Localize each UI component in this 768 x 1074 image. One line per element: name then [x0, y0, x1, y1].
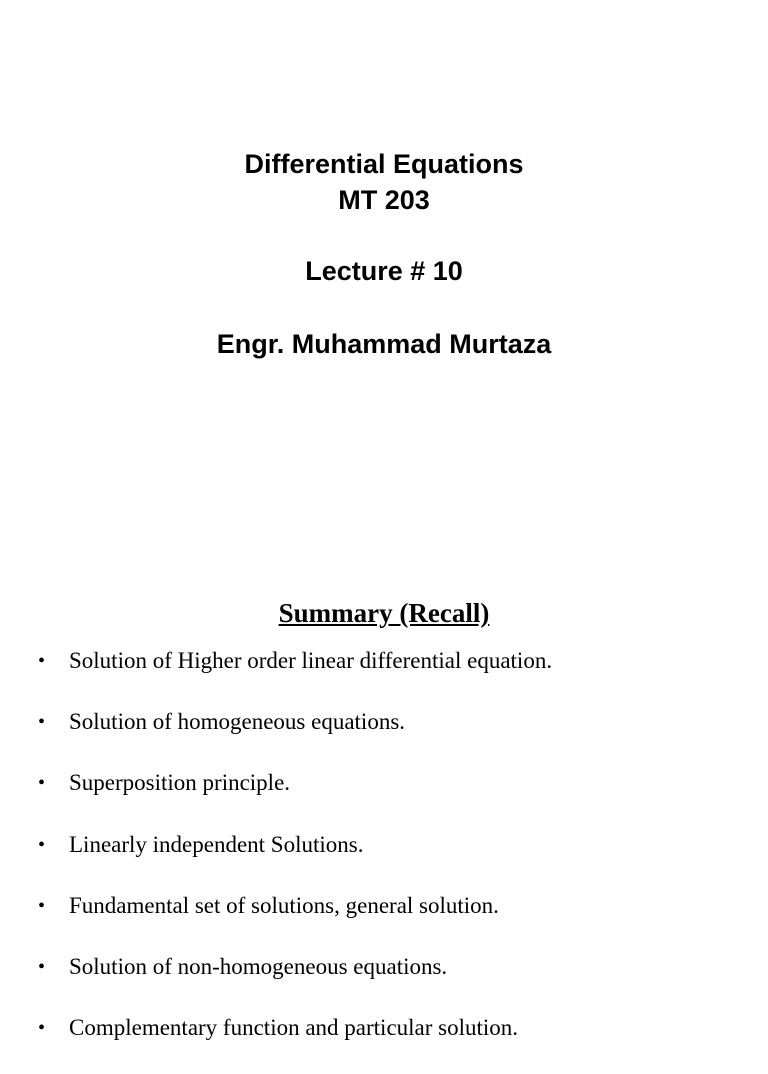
bullet-icon: • — [38, 650, 46, 672]
list-item — [0, 768, 768, 829]
summary-heading: Summary (Recall) — [278, 598, 490, 628]
bullet-icon: • — [38, 711, 46, 734]
list-item-text: Complementary function and particular solution. — [69, 1015, 519, 1041]
list-item — [0, 1013, 768, 1074]
list-item — [0, 830, 768, 891]
list-item-text: Solution of homogeneous equations. — [69, 709, 406, 735]
bullet-icon: • — [38, 833, 46, 856]
course-title: Differential Equations — [244, 149, 524, 179]
course-code: MT 203 — [338, 185, 430, 215]
lecture-number: Lecture # 10 — [305, 256, 463, 286]
list-item-text: Superposition principle. — [69, 770, 291, 796]
list-item-text: Linearly independent Solutions. — [69, 831, 364, 857]
list-item-text: Solution of Higher order linear differential equation. — [69, 648, 553, 673]
bullet-icon: • — [38, 955, 46, 978]
list-item-text: Fundamental set of solutions, general solution. — [69, 892, 499, 918]
list-item — [0, 707, 768, 768]
list-item-text: Solution of non-homogeneous equations. — [69, 953, 448, 979]
instructor-name: Engr. Muhammad Murtaza — [216, 329, 552, 359]
summary-list — [0, 646, 768, 1074]
bullet-icon: • — [38, 772, 46, 795]
list-item — [0, 891, 768, 952]
list-item — [0, 646, 768, 707]
list-item — [0, 952, 768, 1013]
bullet-icon: • — [38, 894, 46, 917]
bullet-icon: • — [38, 1017, 46, 1040]
